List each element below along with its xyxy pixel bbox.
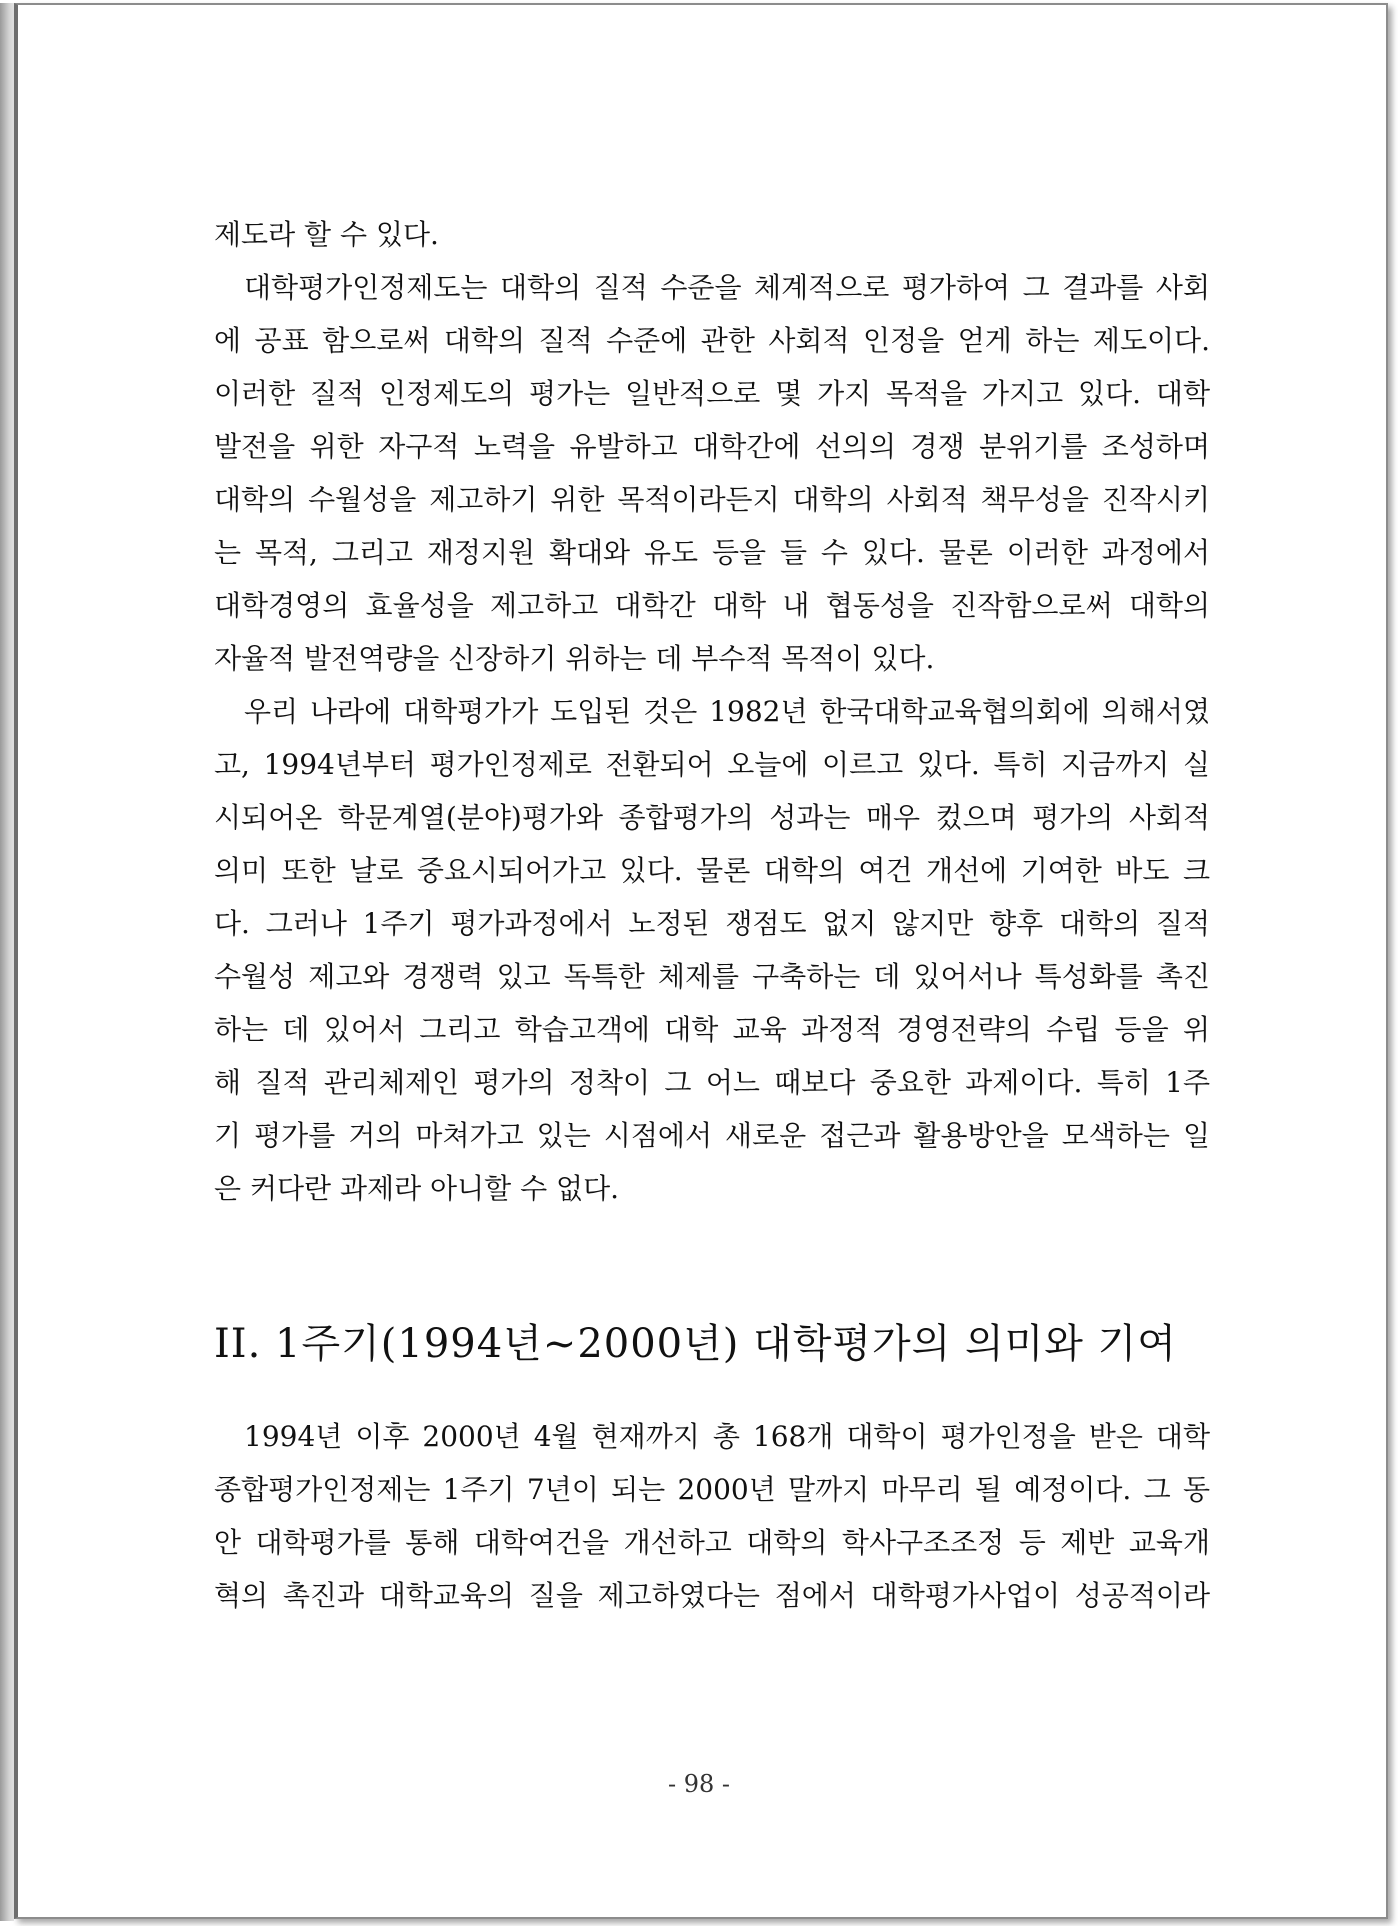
text-line: 대학의 수월성을 제고하기 위한 목적이라든지 대학의 사회적 책무성을 진작시키 — [214, 483, 1210, 516]
text-line: 고, 1994년부터 평가인정제로 전환되어 오늘에 이르고 있다. 특히 지금까지 실 — [214, 748, 1210, 781]
text-line: 다. 그러나 1주기 평가과정에서 노정된 쟁점도 없지 않지만 향후 대학의 질적 — [214, 907, 1210, 940]
text-line: 에 공표 함으로써 대학의 질적 수준에 관한 사회적 인정을 얻게 하는 제도이다. — [214, 324, 1210, 357]
text-line: 시되어온 학문계열(분야)평가와 종합평가의 성과는 매우 컸으며 평가의 사회적 — [214, 801, 1210, 834]
text-line: 는 목적, 그리고 재정지원 확대와 유도 등을 들 수 있다. 물론 이러한 과정에서 — [214, 536, 1210, 569]
text-line: 혁의 촉진과 대학교육의 질을 제고하였다는 점에서 대학평가사업이 성공적이라 — [214, 1579, 1210, 1612]
text-line: 종합평가인정제는 1주기 7년이 되는 2000년 말까지 마무리 될 예정이다. 그 동 — [214, 1473, 1210, 1506]
text-line: 대학경영의 효율성을 제고하고 대학간 대학 내 협동성을 진작함으로써 대학의 — [214, 589, 1210, 622]
text-line: 해 질적 관리체제인 평가의 정착이 그 어느 때보다 중요한 과제이다. 특히 1주 — [214, 1066, 1210, 1099]
text-line: 1994년 이후 2000년 4월 현재까지 총 168개 대학이 평가인정을 받은 대학 — [244, 1420, 1210, 1453]
text-line: 자율적 발전역량을 신장하기 위하는 데 부수적 목적이 있다. — [214, 642, 935, 675]
text-line: 하는 데 있어서 그리고 학습고객에 대학 교육 과정적 경영전략의 수립 등을 위 — [214, 1013, 1210, 1046]
text-line: 발전을 위한 자구적 노력을 유발하고 대학간에 선의의 경쟁 분위기를 조성하며 — [214, 430, 1210, 463]
text-line: 이러한 질적 인정제도의 평가는 일반적으로 몇 가지 목적을 가지고 있다. 대학 — [214, 377, 1210, 410]
book-spine — [0, 3, 14, 1921]
text-line: 기 평가를 거의 마쳐가고 있는 시점에서 새로운 접근과 활용방안을 모색하는 일 — [214, 1119, 1210, 1152]
text-line: 제도라 할 수 있다. — [214, 218, 439, 251]
text-line: 안 대학평가를 통해 대학여건을 개선하고 대학의 학사구조조정 등 제반 교육개 — [214, 1526, 1210, 1559]
text-line: 우리 나라에 대학평가가 도입된 것은 1982년 한국대학교육협의회에 의해서였 — [244, 695, 1210, 728]
text-line: 대학평가인정제도는 대학의 질적 수준을 체계적으로 평가하여 그 결과를 사회 — [244, 271, 1210, 304]
page-number: - 98 - — [667, 1770, 730, 1798]
section-heading: II. 1주기(1994년~2000년) 대학평가의 의미와 기여 — [214, 1321, 1177, 1367]
text-line: 의미 또한 날로 중요시되어가고 있다. 물론 대학의 여건 개선에 기여한 바도 크 — [214, 854, 1210, 887]
text-line: 은 커다란 과제라 아니할 수 없다. — [214, 1172, 620, 1205]
body-text-section-2 — [214, 1410, 1210, 1622]
body-text-section-1 — [214, 208, 1210, 1215]
text-line: 수월성 제고와 경쟁력 있고 독특한 체제를 구축하는 데 있어서나 특성화를 촉진 — [214, 960, 1210, 993]
